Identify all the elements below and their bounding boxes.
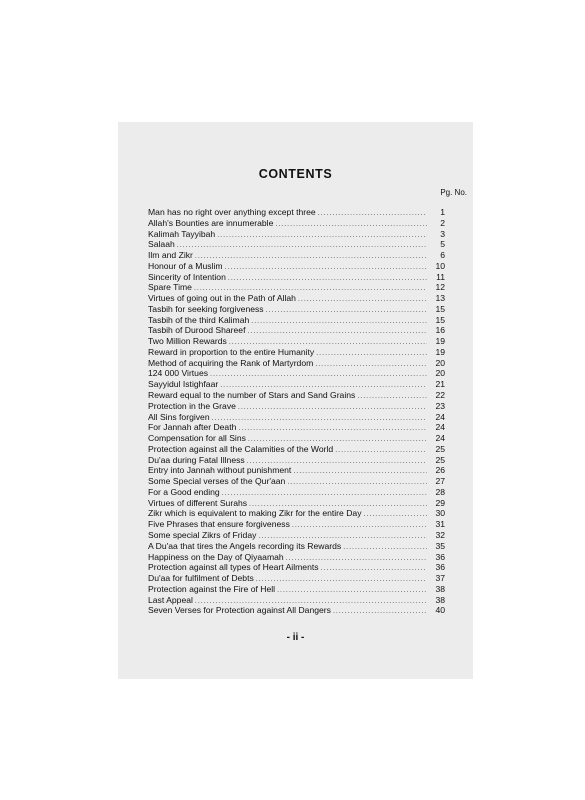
dot-leader bbox=[195, 597, 427, 606]
dot-leader bbox=[293, 467, 427, 476]
toc-entry-label: Last Appeal bbox=[148, 594, 193, 605]
toc-entry-label: Zikr which is equivalent to making Zikr for the entire Day bbox=[148, 508, 362, 519]
toc-entry bbox=[148, 465, 445, 476]
toc-entry bbox=[148, 218, 445, 229]
toc-entry-page-number: 15 bbox=[435, 314, 445, 325]
dot-leader bbox=[266, 306, 427, 315]
dot-leader bbox=[251, 317, 427, 326]
toc-entry-label: Reward equal to the number of Stars and Sand Grains bbox=[148, 390, 356, 401]
toc-entry-page-number: 32 bbox=[435, 529, 445, 540]
toc-entry-page-number: 24 bbox=[435, 422, 445, 433]
toc-entry-label: Du'aa for fulfilment of Debts bbox=[148, 573, 254, 584]
toc-entry-page-number: 1 bbox=[440, 207, 445, 217]
toc-entry bbox=[148, 304, 445, 315]
toc-entry bbox=[148, 207, 445, 218]
dot-leader bbox=[286, 554, 427, 563]
toc-entry-label: Method of acquiring the Rank of Martyrdom bbox=[148, 357, 314, 368]
dot-leader bbox=[321, 564, 427, 573]
toc-entry-label: Happiness on the Day of Qiyaamah bbox=[148, 551, 284, 562]
toc-entry bbox=[148, 282, 445, 293]
toc-entry-label: For Jannah after Death bbox=[148, 422, 237, 433]
toc-entry-page-number: 10 bbox=[435, 260, 445, 271]
toc-entry bbox=[148, 336, 445, 347]
dot-leader bbox=[287, 478, 427, 487]
toc-entry-page-number: 19 bbox=[435, 346, 445, 357]
toc-entry bbox=[148, 433, 445, 444]
toc-entry-page-number: 20 bbox=[435, 357, 445, 368]
dot-leader bbox=[357, 392, 427, 401]
dot-leader bbox=[248, 435, 427, 444]
toc-entry bbox=[148, 239, 445, 250]
toc-entry bbox=[148, 530, 445, 541]
dot-leader bbox=[277, 586, 427, 595]
dot-leader bbox=[335, 446, 427, 455]
table-of-contents bbox=[148, 207, 445, 616]
toc-entry-label: Entry into Jannah without punishment bbox=[148, 465, 292, 476]
toc-entry-label: Protection against all types of Heart Ailments bbox=[148, 562, 319, 573]
toc-entry bbox=[148, 325, 445, 336]
toc-entry bbox=[148, 508, 445, 519]
toc-entry-label: Du'aa during Fatal Illness bbox=[148, 454, 245, 465]
toc-entry-page-number: 24 bbox=[435, 411, 445, 422]
toc-entry-label: Compensation for all Sins bbox=[148, 433, 246, 444]
toc-entry-label: Tasbih of Durood Shareef bbox=[148, 325, 246, 336]
toc-entry-label: Virtues of going out in the Path of Allah bbox=[148, 293, 296, 304]
toc-entry-page-number: 29 bbox=[435, 497, 445, 508]
toc-entry bbox=[148, 379, 445, 390]
dot-leader bbox=[292, 521, 427, 530]
dot-leader bbox=[247, 457, 427, 466]
toc-entry bbox=[148, 573, 445, 584]
toc-entry-label: Two Million Rewards bbox=[148, 336, 227, 347]
document-page bbox=[118, 122, 473, 679]
dot-leader bbox=[247, 327, 427, 336]
toc-entry-page-number: 35 bbox=[435, 540, 445, 551]
toc-entry-page-number: 25 bbox=[435, 443, 445, 454]
toc-entry-label: Some special Zikrs of Friday bbox=[148, 529, 257, 540]
toc-entry-label: For a Good ending bbox=[148, 486, 220, 497]
toc-entry-label: Sayyidul Istighfaar bbox=[148, 379, 219, 390]
dot-leader bbox=[364, 510, 428, 519]
toc-entry-page-number: 25 bbox=[435, 454, 445, 465]
dot-leader bbox=[177, 241, 427, 250]
toc-entry bbox=[148, 605, 445, 616]
toc-entry bbox=[148, 476, 445, 487]
toc-entry bbox=[148, 368, 445, 379]
dot-leader bbox=[238, 403, 427, 412]
toc-entry-label: Allah's Bounties are innumerable bbox=[148, 217, 274, 228]
toc-entry-label: Protection against the Fire of Hell bbox=[148, 583, 276, 594]
toc-entry-label: Tasbih for seeking forgiveness bbox=[148, 303, 264, 314]
toc-entry bbox=[148, 272, 445, 283]
toc-entry-label: 124 000 Virtues bbox=[148, 368, 209, 379]
toc-entry-page-number: 38 bbox=[435, 583, 445, 594]
dot-leader bbox=[210, 370, 427, 379]
toc-entry-page-number: 3 bbox=[440, 228, 445, 239]
toc-entry-label: Salaah bbox=[148, 239, 175, 250]
toc-entry-label: Protection in the Grave bbox=[148, 400, 236, 411]
dot-leader bbox=[220, 381, 427, 390]
toc-entry bbox=[148, 584, 445, 595]
toc-entry-label: Seven Verses for Protection against All Dangers bbox=[148, 605, 331, 616]
dot-leader bbox=[275, 220, 427, 229]
toc-entry-label: Sincerity of Intention bbox=[148, 271, 226, 282]
dot-leader bbox=[298, 295, 427, 304]
toc-entry-page-number: 38 bbox=[435, 594, 445, 605]
dot-leader bbox=[217, 231, 427, 240]
dot-leader bbox=[222, 489, 427, 498]
dot-leader bbox=[195, 252, 427, 261]
toc-entry bbox=[148, 412, 445, 423]
toc-entry bbox=[148, 519, 445, 530]
toc-entry-label: Tasbih of the third Kalimah bbox=[148, 314, 250, 325]
toc-entry-label: Honour of a Muslim bbox=[148, 260, 223, 271]
toc-entry-label: All Sins forgiven bbox=[148, 411, 210, 422]
dot-leader bbox=[318, 209, 427, 218]
toc-entry bbox=[148, 250, 445, 261]
toc-entry bbox=[148, 347, 445, 358]
toc-entry-label: Virtues of different Surahs bbox=[148, 497, 248, 508]
toc-entry bbox=[148, 498, 445, 509]
toc-entry bbox=[148, 562, 445, 573]
toc-entry-page-number: 23 bbox=[435, 400, 445, 411]
page-number-column-header: Pg. No. bbox=[440, 188, 467, 197]
toc-entry bbox=[148, 595, 445, 606]
dot-leader bbox=[228, 274, 427, 283]
dot-leader bbox=[229, 338, 427, 347]
toc-entry bbox=[148, 444, 445, 455]
toc-entry bbox=[148, 422, 445, 433]
toc-entry-page-number: 31 bbox=[435, 519, 445, 530]
toc-entry bbox=[148, 390, 445, 401]
toc-entry bbox=[148, 315, 445, 326]
toc-entry-page-number: 21 bbox=[435, 379, 445, 390]
toc-entry-label: Spare Time bbox=[148, 282, 192, 293]
toc-entry-label: Five Phrases that ensure forgiveness bbox=[148, 519, 290, 530]
dot-leader bbox=[238, 424, 427, 433]
toc-entry-page-number: 36 bbox=[435, 551, 445, 562]
dot-leader bbox=[194, 284, 427, 293]
toc-entry bbox=[148, 261, 445, 272]
toc-entry-page-number: 13 bbox=[435, 293, 445, 304]
toc-entry-page-number: 12 bbox=[435, 282, 445, 293]
toc-entry-page-number: 2 bbox=[440, 217, 445, 228]
toc-entry-page-number: 28 bbox=[435, 486, 445, 497]
toc-entry bbox=[148, 401, 445, 412]
toc-entry bbox=[148, 541, 445, 552]
toc-entry bbox=[148, 229, 445, 240]
toc-entry-page-number: 30 bbox=[435, 508, 445, 519]
dot-leader bbox=[343, 543, 427, 552]
dot-leader bbox=[315, 360, 427, 369]
dot-leader bbox=[316, 349, 427, 358]
toc-entry-page-number: 11 bbox=[436, 271, 445, 282]
toc-entry-label: Ilm and Zikr bbox=[148, 250, 193, 261]
toc-entry-label: Kalimah Tayyibah bbox=[148, 228, 216, 239]
toc-entry bbox=[148, 455, 445, 466]
toc-entry-page-number: 37 bbox=[435, 573, 445, 584]
page-title: CONTENTS bbox=[258, 167, 333, 181]
toc-entry-label: Protection against all the Calamities of the World bbox=[148, 443, 334, 454]
dot-leader bbox=[225, 263, 427, 272]
toc-entry-label: Some Special verses of the Qur'aan bbox=[148, 476, 286, 487]
toc-entry bbox=[148, 552, 445, 563]
toc-entry-page-number: 5 bbox=[440, 239, 445, 250]
dot-leader bbox=[333, 607, 427, 616]
toc-entry bbox=[148, 358, 445, 369]
toc-entry-page-number: 40 bbox=[435, 605, 445, 616]
toc-entry-page-number: 36 bbox=[435, 562, 445, 573]
toc-entry-page-number: 16 bbox=[435, 325, 445, 336]
dot-leader bbox=[212, 414, 427, 423]
toc-entry-page-number: 24 bbox=[435, 433, 445, 444]
toc-entry-page-number: 22 bbox=[435, 390, 445, 401]
toc-entry-label: Reward in proportion to the entire Humanity bbox=[148, 346, 315, 357]
dot-leader bbox=[258, 532, 427, 541]
toc-entry-page-number: 27 bbox=[435, 476, 445, 487]
dot-leader bbox=[256, 575, 427, 584]
toc-entry-label: A Du'aa that tires the Angels recording its Rewards bbox=[148, 540, 342, 551]
toc-entry bbox=[148, 293, 445, 304]
toc-entry-page-number: 20 bbox=[435, 368, 445, 379]
toc-entry-page-number: 26 bbox=[435, 465, 445, 476]
toc-entry-label: Man has no right over anything except three bbox=[148, 207, 316, 217]
toc-entry-page-number: 19 bbox=[435, 336, 445, 347]
page-folio: - ii - bbox=[286, 632, 305, 643]
toc-entry-page-number: 15 bbox=[435, 303, 445, 314]
dot-leader bbox=[249, 500, 427, 509]
toc-entry-page-number: 6 bbox=[440, 250, 445, 261]
toc-entry bbox=[148, 487, 445, 498]
